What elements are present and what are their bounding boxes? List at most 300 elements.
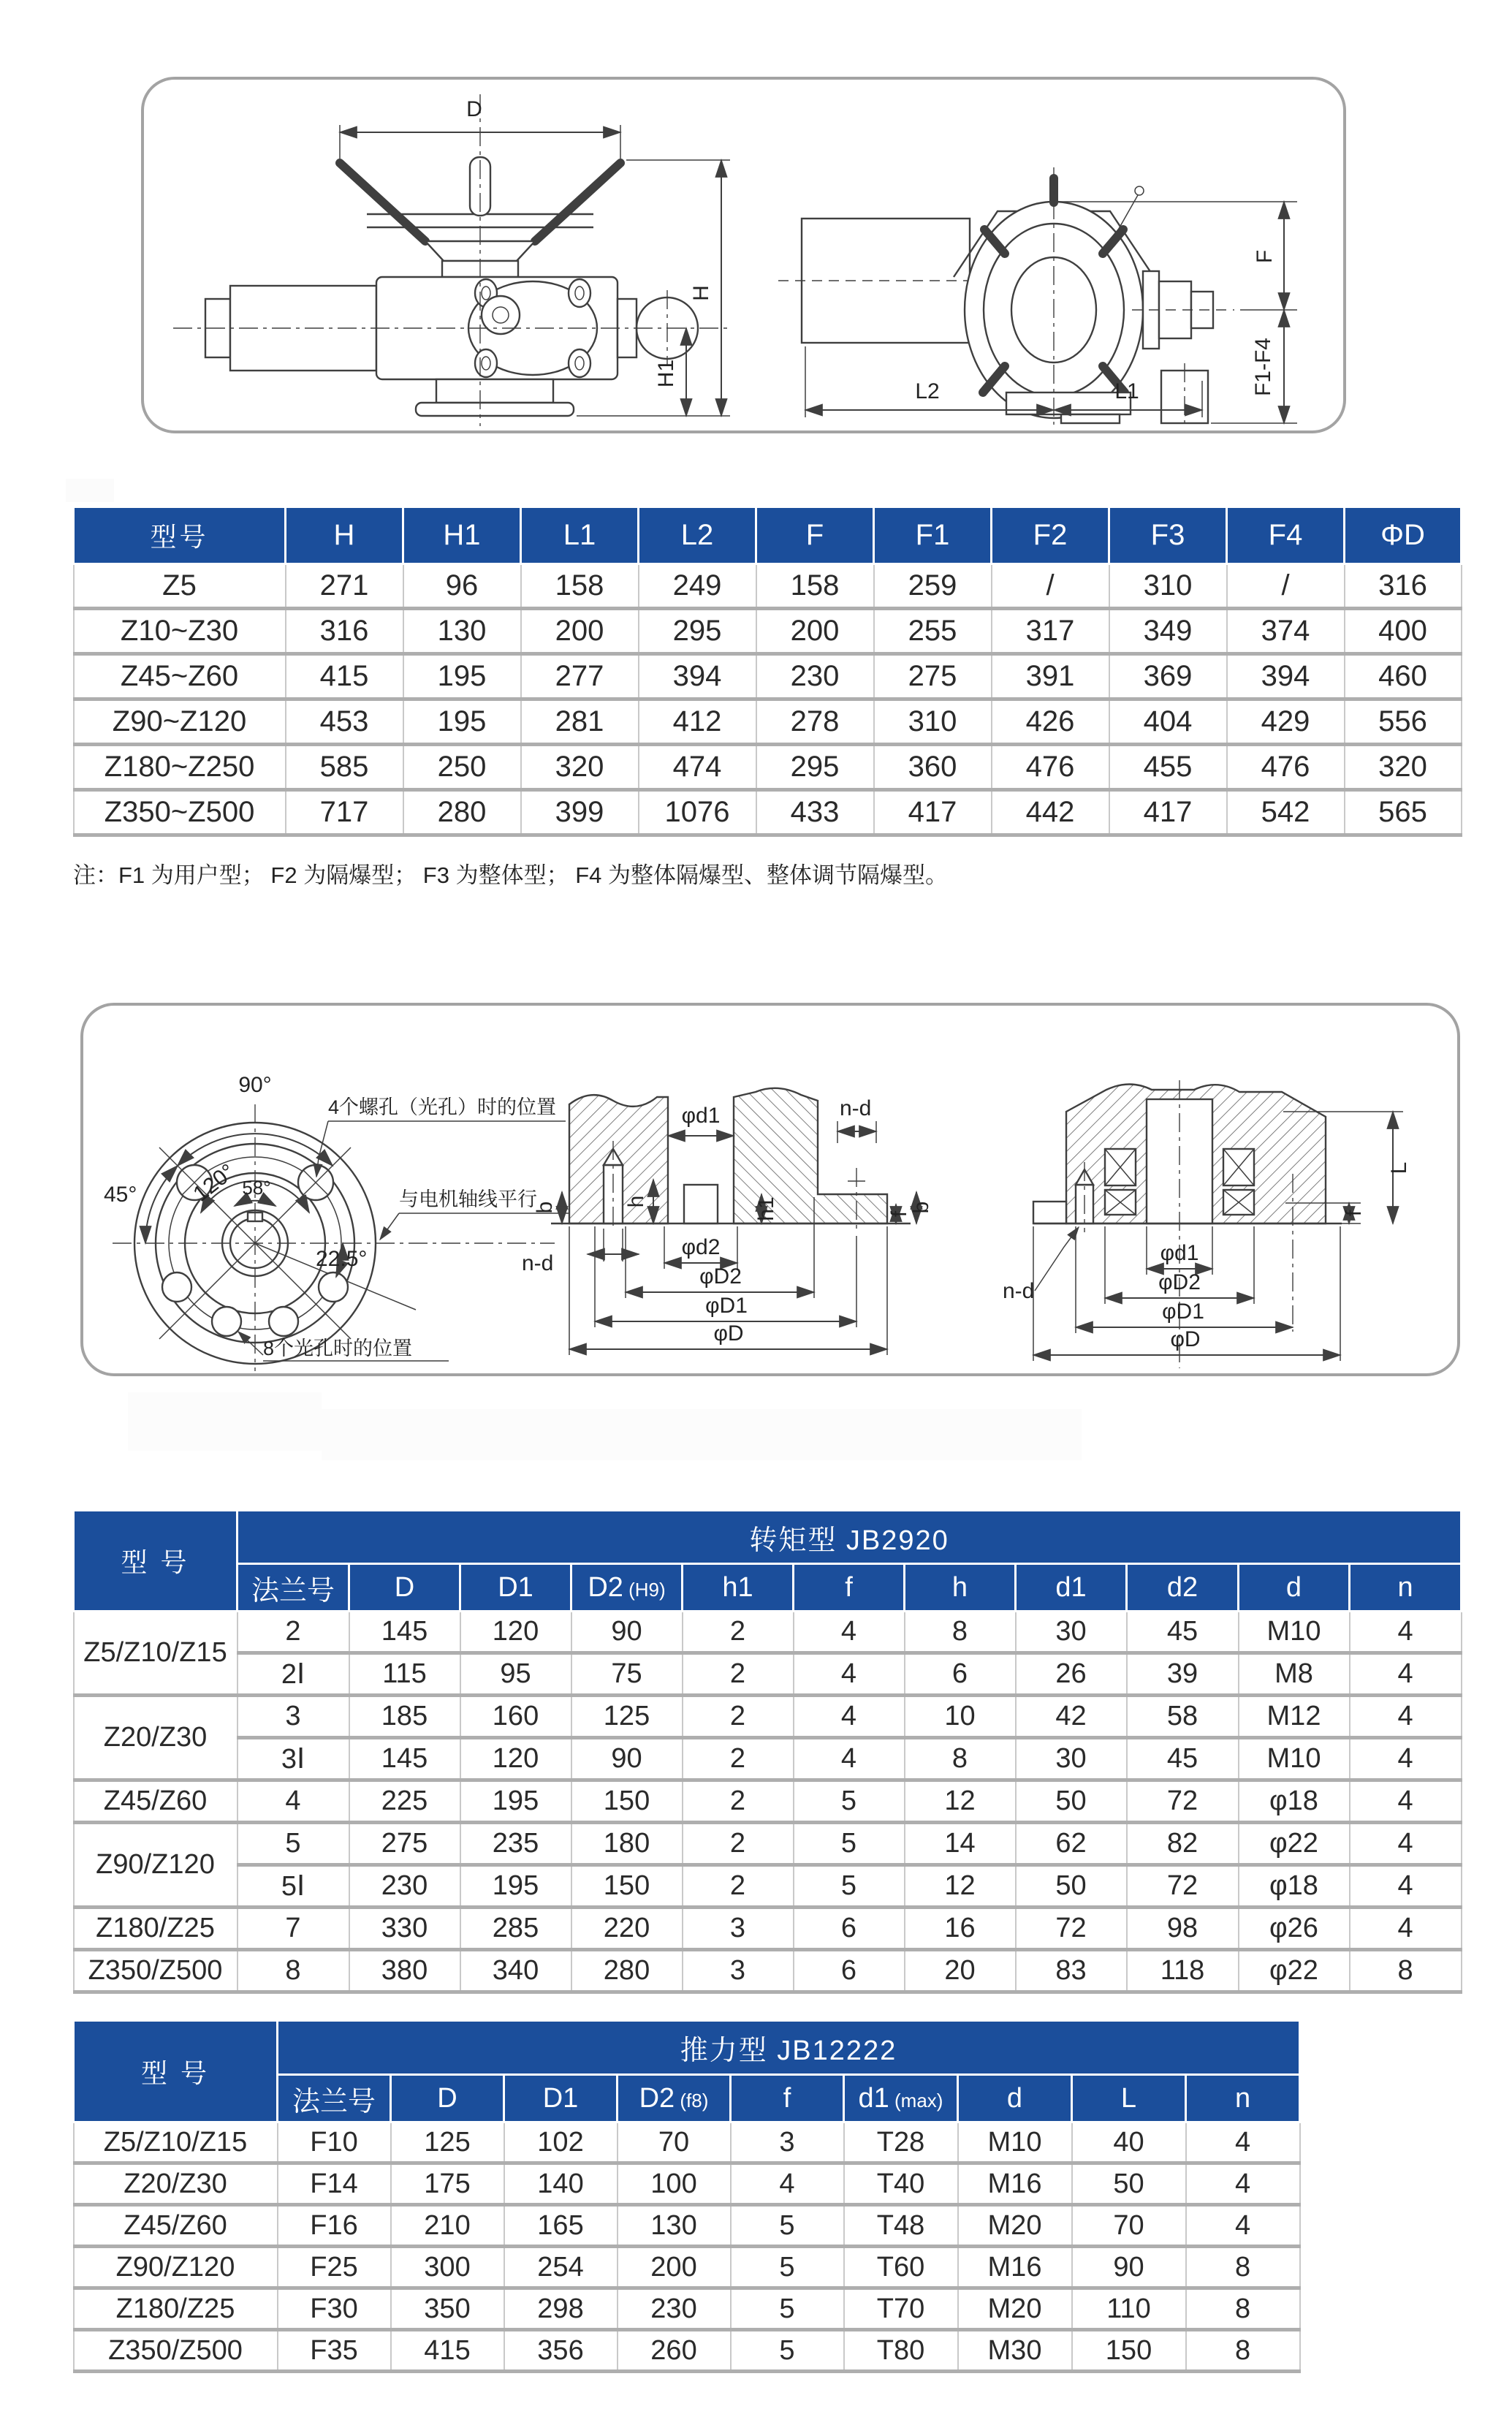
table-cell: 400 bbox=[1345, 609, 1462, 654]
table-cell: 320 bbox=[521, 745, 639, 790]
table-cell: M10 bbox=[958, 2122, 1072, 2163]
table-row bbox=[74, 2288, 1300, 2330]
column-header-label: f bbox=[845, 1571, 853, 1603]
table-cell: 259 bbox=[874, 564, 992, 609]
table-row bbox=[74, 654, 1462, 699]
table-cell: 5 bbox=[794, 1865, 905, 1908]
table-cell: 404 bbox=[1109, 699, 1227, 745]
table-cell: 90 bbox=[571, 1612, 683, 1653]
table-cell: 72 bbox=[1127, 1780, 1239, 1823]
table-cell: 4 bbox=[1350, 1696, 1462, 1738]
model-cell: Z90/Z120 bbox=[74, 2247, 278, 2288]
table-cell: 16 bbox=[905, 1908, 1016, 1950]
angle-label-90: 90° bbox=[238, 1073, 272, 1097]
table-cell: 5 bbox=[731, 2247, 844, 2288]
table-cell: 1076 bbox=[639, 790, 756, 835]
column-header bbox=[731, 2075, 844, 2122]
table-cell: 310 bbox=[1109, 564, 1227, 609]
table-cell: 90 bbox=[571, 1738, 683, 1780]
column-header-label: D1 bbox=[542, 2082, 579, 2114]
table-cell: 320 bbox=[1345, 745, 1462, 790]
table-cell: 150 bbox=[1072, 2330, 1186, 2372]
note-8-holes: 8个光孔时的位置 bbox=[263, 1337, 413, 1359]
column-header-label: h bbox=[951, 1571, 968, 1603]
table-row bbox=[74, 1738, 1462, 1780]
note-4-holes: 4个螺孔（光孔）时的位置 bbox=[328, 1096, 557, 1118]
table-cell: 356 bbox=[504, 2330, 618, 2372]
column-header: L2 bbox=[639, 507, 756, 564]
table-cell: 140 bbox=[504, 2163, 618, 2205]
column-header bbox=[278, 2075, 391, 2122]
table-row bbox=[74, 1612, 1462, 1653]
table-cell: 4 bbox=[1350, 1823, 1462, 1865]
table-cell: 2Ⅰ bbox=[238, 1653, 349, 1696]
dim-label-nd-thrust: n-d bbox=[1003, 1279, 1035, 1303]
table-cell: 145 bbox=[349, 1612, 460, 1653]
model-cell: Z180/Z25 bbox=[74, 1908, 238, 1950]
table-cell: 275 bbox=[874, 654, 992, 699]
column-header: L1 bbox=[521, 507, 639, 564]
column-header-label: 法兰号 bbox=[292, 2086, 376, 2117]
table-cell: 3 bbox=[238, 1696, 349, 1738]
table-cell: 62 bbox=[1016, 1823, 1127, 1865]
column-header bbox=[1350, 1564, 1462, 1612]
column-header-label: d1 bbox=[1055, 1571, 1087, 1603]
table-cell: T80 bbox=[844, 2330, 958, 2372]
table-cell: 249 bbox=[639, 564, 756, 609]
model-cell: Z350/Z500 bbox=[74, 2330, 278, 2372]
table-cell: 4 bbox=[238, 1780, 349, 1823]
table-cell: 195 bbox=[460, 1865, 571, 1908]
column-header: F bbox=[756, 507, 874, 564]
model-cell: Z5/Z10/Z15 bbox=[74, 2122, 278, 2163]
dimension-table bbox=[72, 506, 1460, 837]
table-cell: 125 bbox=[571, 1696, 683, 1738]
table-cell: 285 bbox=[460, 1908, 571, 1950]
table-header-row bbox=[74, 2021, 1300, 2075]
table-cell: 399 bbox=[521, 790, 639, 835]
table-row bbox=[74, 2205, 1300, 2247]
table-cell: 281 bbox=[521, 699, 639, 745]
table-cell: 316 bbox=[1345, 564, 1462, 609]
table-header-row bbox=[74, 507, 1462, 564]
table-cell: φ26 bbox=[1239, 1908, 1350, 1950]
table-cell: 300 bbox=[391, 2247, 504, 2288]
table-cell: 2 bbox=[683, 1780, 794, 1823]
table-cell: 39 bbox=[1127, 1653, 1239, 1696]
table-cell: 394 bbox=[639, 654, 756, 699]
table-cell: F30 bbox=[278, 2288, 391, 2330]
angle-label-120: 120° bbox=[189, 1159, 240, 1207]
table-cell: 2 bbox=[238, 1612, 349, 1653]
table-cell: 40 bbox=[1072, 2122, 1186, 2163]
torque-flange-table bbox=[72, 1509, 1460, 1994]
table-subheader-row bbox=[74, 1564, 1462, 1612]
thrust-flange-section bbox=[1003, 1080, 1411, 1368]
table-cell: 120 bbox=[460, 1738, 571, 1780]
table-cell: 130 bbox=[618, 2205, 731, 2247]
table-cell: 195 bbox=[403, 699, 521, 745]
table-cell: 125 bbox=[391, 2122, 504, 2163]
model-cell: Z45/Z60 bbox=[74, 1780, 238, 1823]
column-header: H bbox=[286, 507, 403, 564]
note-parallel-axis: 与电机轴线平行 bbox=[399, 1188, 537, 1210]
table-cell: φ18 bbox=[1239, 1780, 1350, 1823]
table-cell: 4 bbox=[1350, 1865, 1462, 1908]
column-header-sub: (H9) bbox=[623, 1578, 666, 1601]
table-cell: F14 bbox=[278, 2163, 391, 2205]
table-header-row bbox=[74, 1511, 1462, 1564]
table-cell: 210 bbox=[391, 2205, 504, 2247]
table-row bbox=[74, 609, 1462, 654]
table-cell: 8 bbox=[238, 1950, 349, 1992]
table-cell: 271 bbox=[286, 564, 403, 609]
column-header: 型号 bbox=[74, 507, 286, 564]
table-cell: 8 bbox=[905, 1738, 1016, 1780]
column-header bbox=[1186, 2075, 1300, 2122]
torque-flange-section bbox=[522, 1088, 933, 1355]
table-cell: 100 bbox=[618, 2163, 731, 2205]
table-cell: 2 bbox=[683, 1612, 794, 1653]
table-cell: 14 bbox=[905, 1823, 1016, 1865]
column-header bbox=[460, 1564, 571, 1612]
table-cell: 380 bbox=[349, 1950, 460, 1992]
table-cell: T40 bbox=[844, 2163, 958, 2205]
table-cell: 474 bbox=[639, 745, 756, 790]
table-cell: 2 bbox=[683, 1653, 794, 1696]
table-cell: M20 bbox=[958, 2205, 1072, 2247]
column-header bbox=[1072, 2075, 1186, 2122]
column-header-sub: (max) bbox=[889, 2089, 943, 2111]
table-cell: 3 bbox=[683, 1908, 794, 1950]
column-header bbox=[794, 1564, 905, 1612]
table-cell: 98 bbox=[1127, 1908, 1239, 1950]
table-cell: 175 bbox=[391, 2163, 504, 2205]
table-row bbox=[74, 1950, 1462, 1992]
model-cell: Z350~Z500 bbox=[74, 790, 286, 835]
column-header: F2 bbox=[992, 507, 1109, 564]
table-cell: 585 bbox=[286, 745, 403, 790]
table-cell: T70 bbox=[844, 2288, 958, 2330]
table-cell: 150 bbox=[571, 1865, 683, 1908]
model-cell: Z10~Z30 bbox=[74, 609, 286, 654]
column-header bbox=[683, 1564, 794, 1612]
table-cell: 5Ⅰ bbox=[238, 1865, 349, 1908]
outline-drawings-svg bbox=[144, 80, 1343, 430]
table-cell: 6 bbox=[905, 1653, 1016, 1696]
table-row bbox=[74, 745, 1462, 790]
angle-label-58: 58° bbox=[242, 1177, 271, 1199]
flange-face-view bbox=[104, 1073, 574, 1371]
table-cell: 4 bbox=[794, 1612, 905, 1653]
table-cell: 394 bbox=[1227, 654, 1345, 699]
model-cell: Z180/Z25 bbox=[74, 2288, 278, 2330]
table-row bbox=[74, 790, 1462, 835]
table-title: 转矩型 JB2920 bbox=[238, 1511, 1462, 1564]
table-cell: 3Ⅰ bbox=[238, 1738, 349, 1780]
table-cell: 8 bbox=[1350, 1950, 1462, 1992]
table-cell: 412 bbox=[639, 699, 756, 745]
table-cell: / bbox=[1227, 564, 1345, 609]
table-cell: φ22 bbox=[1239, 1823, 1350, 1865]
table-cell: 145 bbox=[349, 1738, 460, 1780]
dim-label-h: h bbox=[624, 1195, 648, 1208]
table-cell: F10 bbox=[278, 2122, 391, 2163]
column-header bbox=[504, 2075, 618, 2122]
table-cell: 429 bbox=[1227, 699, 1345, 745]
thrust-flange-table bbox=[72, 2019, 1299, 2373]
dim-label-d: D bbox=[466, 97, 482, 121]
table-cell: 5 bbox=[731, 2288, 844, 2330]
dim-label-phiD2-thrust: φD2 bbox=[1158, 1270, 1201, 1294]
table-cell: 230 bbox=[618, 2288, 731, 2330]
flange-drawing-panel bbox=[80, 1003, 1460, 1376]
table-cell: 12 bbox=[905, 1865, 1016, 1908]
table-cell: 70 bbox=[618, 2122, 731, 2163]
model-column-header: 型 号 bbox=[74, 2021, 278, 2122]
table-cell: 4 bbox=[1350, 1780, 1462, 1823]
table-cell: 195 bbox=[460, 1780, 571, 1823]
column-header-label: n bbox=[1397, 1571, 1413, 1603]
column-header bbox=[349, 1564, 460, 1612]
column-header-sub: (f8) bbox=[675, 2089, 709, 2111]
table-cell: 565 bbox=[1345, 790, 1462, 835]
dim-label-h1: H1 bbox=[654, 359, 678, 388]
table-cell: 3 bbox=[683, 1950, 794, 1992]
table-cell: 316 bbox=[286, 609, 403, 654]
table-cell: 160 bbox=[460, 1696, 571, 1738]
table-cell: 110 bbox=[1072, 2288, 1186, 2330]
table-row bbox=[74, 1823, 1462, 1865]
table-row bbox=[74, 1696, 1462, 1738]
column-header bbox=[844, 2075, 958, 2122]
model-cell: Z90~Z120 bbox=[74, 699, 286, 745]
model-column-header: 型 号 bbox=[74, 1511, 238, 1612]
table-cell: 330 bbox=[349, 1908, 460, 1950]
column-header-label: d bbox=[1006, 2082, 1023, 2114]
table-cell: 2 bbox=[683, 1823, 794, 1865]
table-cell: 350 bbox=[391, 2288, 504, 2330]
column-header bbox=[238, 1564, 349, 1612]
table-cell: 455 bbox=[1109, 745, 1227, 790]
table-cell: 280 bbox=[571, 1950, 683, 1992]
table-cell: 96 bbox=[403, 564, 521, 609]
table-cell: 4 bbox=[794, 1696, 905, 1738]
table-cell: 8 bbox=[1186, 2330, 1300, 2372]
table-row bbox=[74, 564, 1462, 609]
table-cell: 374 bbox=[1227, 609, 1345, 654]
table-cell: F25 bbox=[278, 2247, 391, 2288]
column-header-label: d1 bbox=[858, 2082, 889, 2114]
dim-label-h: H bbox=[689, 285, 713, 301]
table-cell: 26 bbox=[1016, 1653, 1127, 1696]
table-cell: 225 bbox=[349, 1780, 460, 1823]
table-cell: 45 bbox=[1127, 1612, 1239, 1653]
model-cell: Z350/Z500 bbox=[74, 1950, 238, 1992]
table-cell: 82 bbox=[1127, 1823, 1239, 1865]
table-cell: 230 bbox=[756, 654, 874, 699]
table-cell: F16 bbox=[278, 2205, 391, 2247]
column-header-label: h1 bbox=[722, 1571, 753, 1603]
table-cell: 717 bbox=[286, 790, 403, 835]
side-view bbox=[778, 167, 1297, 428]
table-cell: 2 bbox=[683, 1738, 794, 1780]
table-cell: M10 bbox=[1239, 1738, 1350, 1780]
table-row bbox=[74, 2122, 1300, 2163]
dim-label-phiD-thrust: φD bbox=[1170, 1327, 1201, 1351]
table-cell: 417 bbox=[874, 790, 992, 835]
table-cell: 185 bbox=[349, 1696, 460, 1738]
table-cell: 8 bbox=[905, 1612, 1016, 1653]
table-cell: φ22 bbox=[1239, 1950, 1350, 1992]
table-cell: 4 bbox=[731, 2163, 844, 2205]
table-cell: 220 bbox=[571, 1908, 683, 1950]
faint-block bbox=[128, 1392, 322, 1451]
dim-label-phiD2: φD2 bbox=[699, 1264, 742, 1289]
angle-label-225: 22.5° bbox=[316, 1247, 368, 1271]
column-header-label: 法兰号 bbox=[251, 1575, 335, 1606]
dim-label-nd-left: n-d bbox=[522, 1251, 554, 1275]
column-header-label: L bbox=[1120, 2082, 1137, 2114]
thrust-table-grid bbox=[72, 2019, 1301, 2373]
table-cell: 442 bbox=[992, 790, 1109, 835]
table-cell: 50 bbox=[1016, 1865, 1127, 1908]
table-cell: 12 bbox=[905, 1780, 1016, 1823]
table-cell: 417 bbox=[1109, 790, 1227, 835]
table-cell: 70 bbox=[1072, 2205, 1186, 2247]
table-cell: 180 bbox=[571, 1823, 683, 1865]
table-cell: 8 bbox=[1186, 2288, 1300, 2330]
table-cell: 120 bbox=[460, 1612, 571, 1653]
table-cell: 200 bbox=[756, 609, 874, 654]
table-cell: 460 bbox=[1345, 654, 1462, 699]
table-cell: M20 bbox=[958, 2288, 1072, 2330]
dim-label-l1: L1 bbox=[1114, 379, 1139, 403]
table-cell: 360 bbox=[874, 745, 992, 790]
column-header bbox=[571, 1564, 683, 1612]
table-cell: 158 bbox=[756, 564, 874, 609]
model-cell: Z90/Z120 bbox=[74, 1823, 238, 1908]
table-cell: 426 bbox=[992, 699, 1109, 745]
table-cell: 4 bbox=[794, 1738, 905, 1780]
table-cell: 42 bbox=[1016, 1696, 1127, 1738]
table-cell: 45 bbox=[1127, 1738, 1239, 1780]
column-header-label: d bbox=[1285, 1571, 1302, 1603]
table-cell: 254 bbox=[504, 2247, 618, 2288]
table-cell: 415 bbox=[286, 654, 403, 699]
column-header-label: D bbox=[437, 2082, 457, 2114]
table-cell: 30 bbox=[1016, 1612, 1127, 1653]
table-cell: 200 bbox=[618, 2247, 731, 2288]
dim-label-b-right: b bbox=[909, 1201, 933, 1214]
table-cell: 453 bbox=[286, 699, 403, 745]
table-cell: T60 bbox=[844, 2247, 958, 2288]
dim-label-nd-top: n-d bbox=[840, 1096, 872, 1120]
table-cell: 6 bbox=[794, 1950, 905, 1992]
table-cell: 4 bbox=[1350, 1908, 1462, 1950]
column-header-label: n bbox=[1234, 2082, 1251, 2114]
dim-label-f-thrust: f bbox=[1342, 1210, 1366, 1217]
flange-drawings-svg bbox=[83, 1006, 1457, 1373]
table-cell: 118 bbox=[1127, 1950, 1239, 1992]
table-cell: 298 bbox=[504, 2288, 618, 2330]
table-cell: 250 bbox=[403, 745, 521, 790]
table-row bbox=[74, 1865, 1462, 1908]
front-view bbox=[173, 94, 730, 426]
column-header: H1 bbox=[403, 507, 521, 564]
dim-label-f1f4: F1-F4 bbox=[1251, 337, 1275, 397]
table-row bbox=[74, 1908, 1462, 1950]
table-cell: 8 bbox=[1186, 2247, 1300, 2288]
table-cell: M30 bbox=[958, 2330, 1072, 2372]
dim-label-f: F bbox=[1253, 249, 1277, 264]
table-cell: 4 bbox=[794, 1653, 905, 1696]
table-row bbox=[74, 699, 1462, 745]
table-cell: 195 bbox=[403, 654, 521, 699]
table-cell: 72 bbox=[1016, 1908, 1127, 1950]
table-cell: T48 bbox=[844, 2205, 958, 2247]
table-cell: 5 bbox=[731, 2330, 844, 2372]
table-cell: 50 bbox=[1016, 1780, 1127, 1823]
table-cell: M16 bbox=[958, 2163, 1072, 2205]
table-row bbox=[74, 2247, 1300, 2288]
angle-label-45: 45° bbox=[104, 1183, 137, 1207]
column-header bbox=[1016, 1564, 1127, 1612]
model-cell: Z5 bbox=[74, 564, 286, 609]
torque-table-grid bbox=[72, 1509, 1462, 1994]
column-header bbox=[905, 1564, 1016, 1612]
table-cell: 10 bbox=[905, 1696, 1016, 1738]
column-header: ΦD bbox=[1345, 507, 1462, 564]
dim-label-phid2: φd2 bbox=[681, 1235, 721, 1259]
table-cell: 230 bbox=[349, 1865, 460, 1908]
column-header-label: D2 bbox=[588, 1571, 623, 1603]
table-cell: 2 bbox=[683, 1865, 794, 1908]
table-cell: 4 bbox=[1186, 2122, 1300, 2163]
column-header bbox=[391, 2075, 504, 2122]
table-cell: 4 bbox=[1350, 1612, 1462, 1653]
table-cell: 556 bbox=[1345, 699, 1462, 745]
table-cell: 277 bbox=[521, 654, 639, 699]
table-cell: 310 bbox=[874, 699, 992, 745]
table-cell: / bbox=[992, 564, 1109, 609]
table-row bbox=[74, 2163, 1300, 2205]
table-cell: 75 bbox=[571, 1653, 683, 1696]
table-cell: 200 bbox=[521, 609, 639, 654]
table-cell: φ18 bbox=[1239, 1865, 1350, 1908]
column-header-label: f bbox=[783, 2082, 791, 2114]
table-cell: 95 bbox=[460, 1653, 571, 1696]
table-cell: 58 bbox=[1127, 1696, 1239, 1738]
table-cell: 165 bbox=[504, 2205, 618, 2247]
table-cell: 433 bbox=[756, 790, 874, 835]
table-cell: 5 bbox=[794, 1780, 905, 1823]
table-cell: M16 bbox=[958, 2247, 1072, 2288]
table-cell: 20 bbox=[905, 1950, 1016, 1992]
table-cell: 415 bbox=[391, 2330, 504, 2372]
table-cell: T28 bbox=[844, 2122, 958, 2163]
faint-block bbox=[66, 479, 114, 502]
dim-label-l2: L2 bbox=[915, 379, 940, 403]
model-cell: Z45~Z60 bbox=[74, 654, 286, 699]
table-cell: M8 bbox=[1239, 1653, 1350, 1696]
table-cell: 476 bbox=[1227, 745, 1345, 790]
table-cell: 4 bbox=[1186, 2205, 1300, 2247]
dim-label-f: f bbox=[887, 1210, 911, 1218]
dim-label-phiD1-thrust: φD1 bbox=[1162, 1299, 1204, 1324]
dimension-table-grid bbox=[72, 506, 1462, 837]
dim-label-h1: h1 bbox=[754, 1196, 778, 1221]
